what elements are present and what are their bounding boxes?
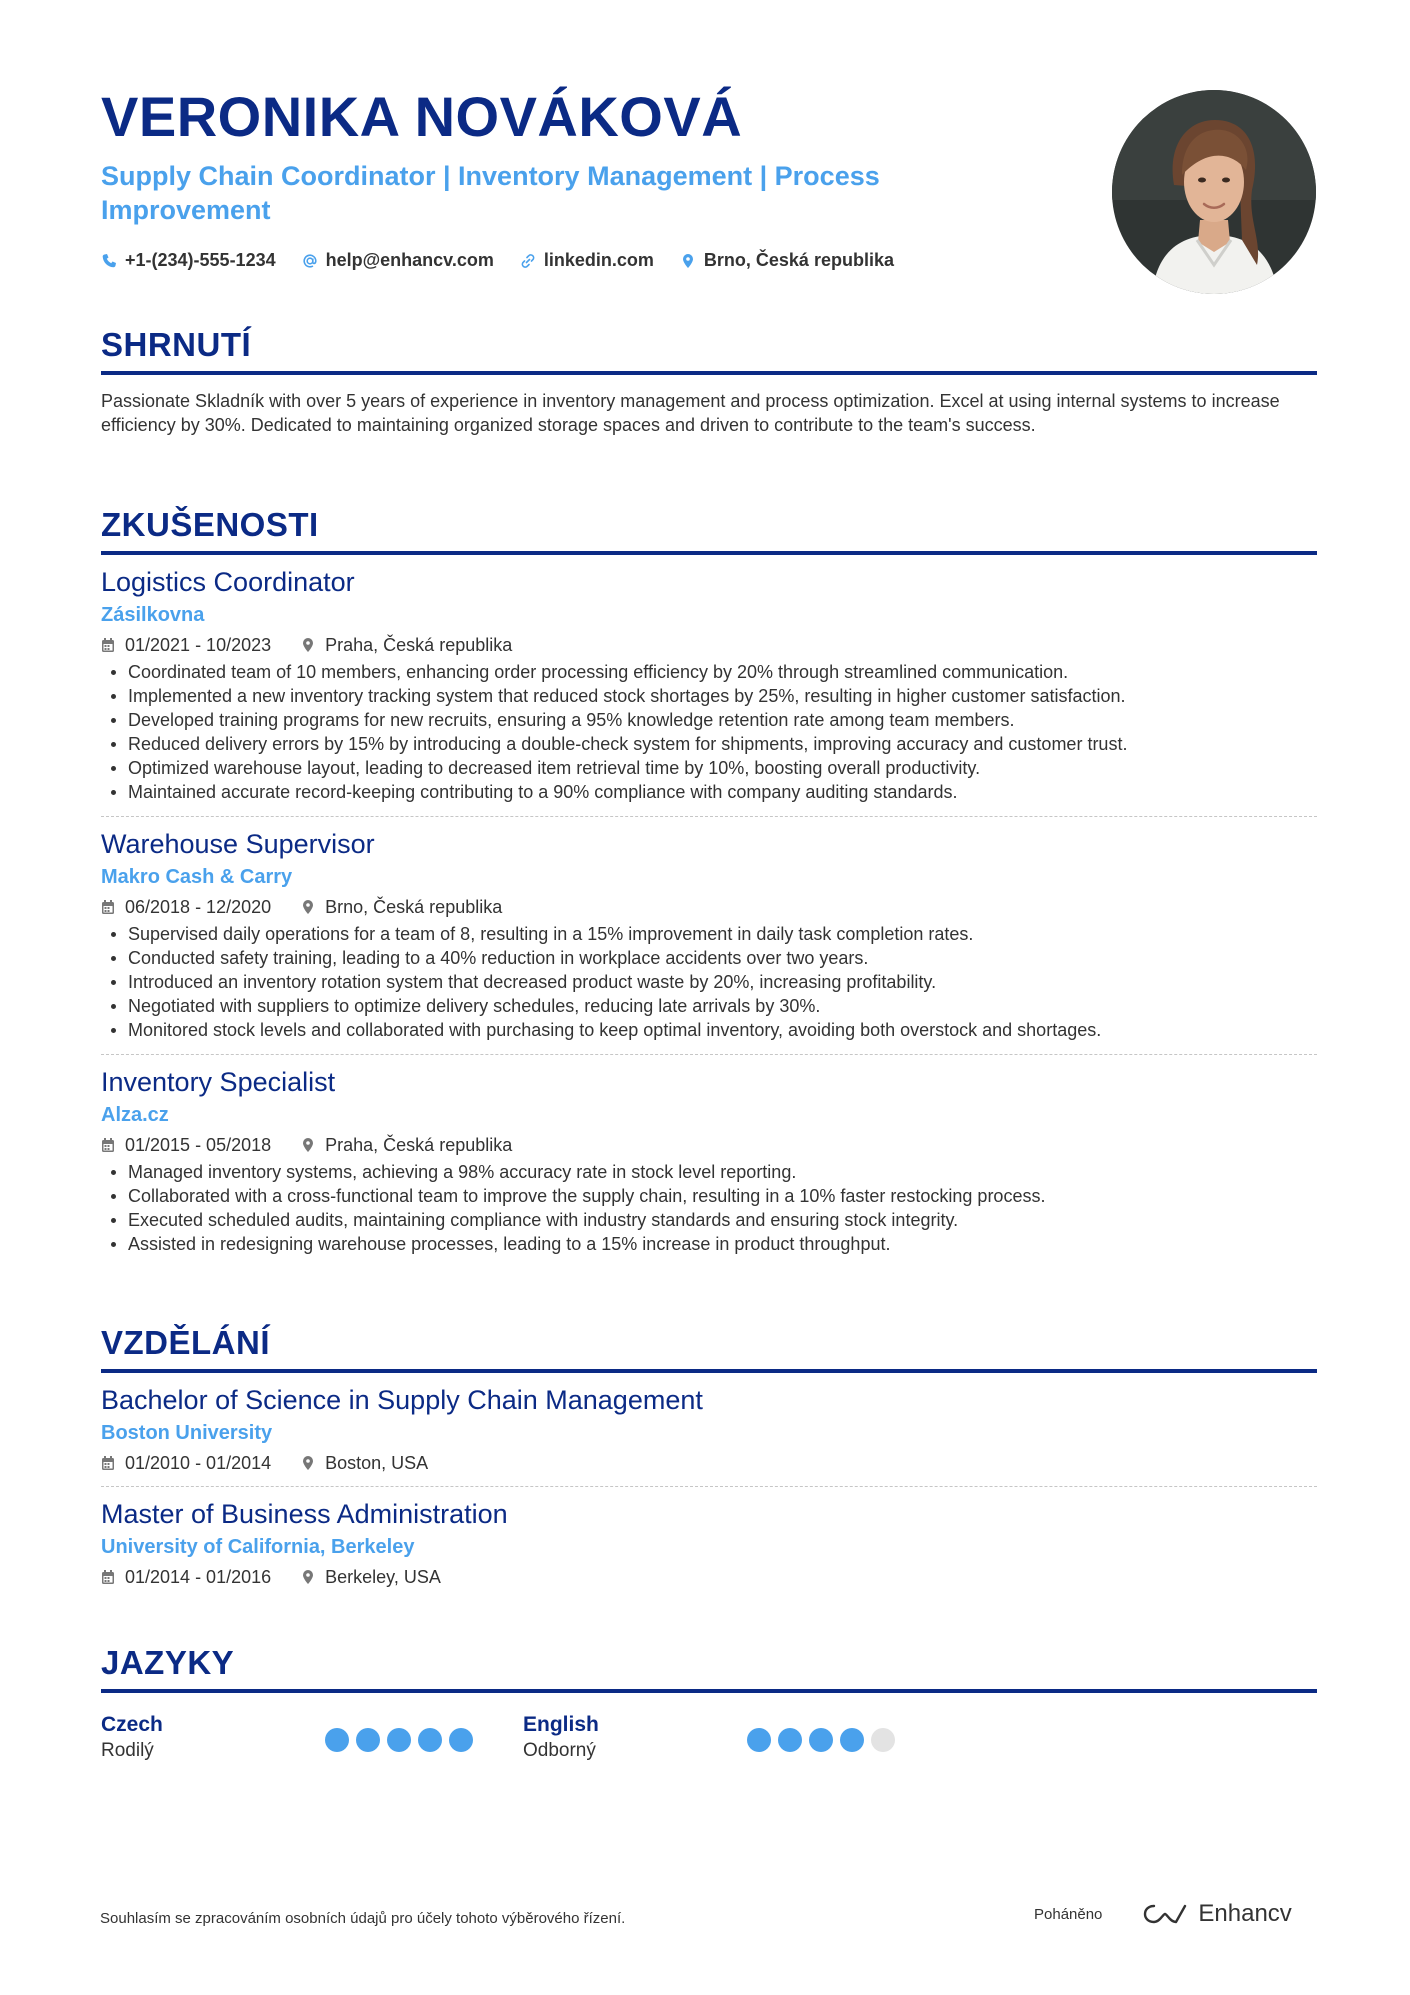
location-pin-icon [301, 1569, 315, 1585]
section-title-languages: JAZYKY [101, 1644, 235, 1681]
language-text [523, 1713, 747, 1763]
education-location [301, 1452, 428, 1474]
achievement-list [101, 922, 1317, 1042]
link-icon [520, 253, 536, 269]
candidate-tagline: Supply Chain Coordinator | Inventory Management | Process Improvement [101, 161, 880, 225]
avatar-portrait [1112, 90, 1316, 294]
section-title-education: VZDĚLÁNÍ [101, 1324, 270, 1361]
calendar-icon [101, 1137, 115, 1153]
location-pin-icon [301, 637, 315, 653]
summary-section [101, 325, 1317, 437]
education-section [101, 1323, 1317, 1588]
language-level: Rodilý [101, 1740, 154, 1761]
achievement-item: Managed inventory systems, achieving a 98% accuracy rate in stock level reporting. [101, 1160, 1317, 1184]
calendar-icon [101, 1455, 115, 1471]
achievement-list [101, 660, 1317, 804]
job-location [301, 1134, 512, 1156]
language-item [523, 1713, 945, 1763]
phone-text: +1-(234)-555-1234 [125, 250, 276, 270]
company-name: Makro Cash & Carry [101, 866, 293, 888]
location-text: Praha, Česká republika [325, 1135, 513, 1155]
proficiency-dot-empty [871, 1728, 895, 1752]
proficiency-dot-filled [778, 1728, 802, 1752]
location-text: Brno, Česká republika [325, 897, 503, 917]
education-dates [101, 1452, 271, 1474]
at-icon [302, 253, 318, 269]
achievement-item: Monitored stock levels and collaborated with purchasing to keep optimal inventory, avoiding both overstock and shortages. [101, 1018, 1317, 1042]
dates-text: 01/2021 - 10/2023 [125, 635, 272, 655]
linkedin-text: linkedin.com [543, 250, 654, 270]
achievement-item: Maintained accurate record-keeping contributing to a 90% compliance with company auditing standards. [101, 780, 1317, 804]
achievement-item: Collaborated with a cross-functional team to improve the supply chain, resulting in a 10% faster restocking process. [101, 1184, 1317, 1208]
education-meta [101, 1452, 1317, 1474]
powered-by-label: Poháněno [1034, 1905, 1103, 1923]
degree-title: Master of Business Administration [101, 1499, 508, 1529]
language-item [101, 1713, 523, 1763]
contact-location [680, 250, 894, 271]
achievement-item: Coordinated team of 10 members, enhancing order processing efficiency by 20% through streamlined communication. [101, 660, 1317, 684]
achievement-item: Reduced delivery errors by 15% by introducing a double-check system for shipments, improving accuracy and customer trust. [101, 732, 1317, 756]
profile-photo [1112, 90, 1316, 294]
contact-phone[interactable] [101, 250, 276, 271]
job-title: Logistics Coordinator [101, 567, 355, 597]
job-dates [101, 896, 271, 918]
header [101, 85, 961, 271]
achievement-list [101, 1160, 1317, 1256]
job-location [301, 634, 512, 656]
proficiency-dot-filled [809, 1728, 833, 1752]
achievement-item: Assisted in redesigning warehouse processes, leading to a 15% increase in product throughput. [101, 1232, 1317, 1256]
dates-text: 01/2014 - 01/2016 [125, 1567, 272, 1587]
dates-text: 06/2018 - 12/2020 [125, 897, 272, 917]
job-meta [101, 634, 1317, 656]
dates-text: 01/2015 - 05/2018 [125, 1135, 272, 1155]
location-text: Boston, USA [325, 1453, 429, 1473]
section-divider [101, 1689, 1317, 1693]
email-text: help@enhancv.com [325, 250, 494, 270]
experience-entry [101, 1055, 1317, 1256]
section-title-summary: SHRNUTÍ [101, 326, 252, 363]
school-name: University of California, Berkeley [101, 1536, 415, 1558]
contact-row [101, 250, 961, 271]
location-pin-icon [301, 1137, 315, 1153]
experience-entry [101, 555, 1317, 817]
achievement-item: Supervised daily operations for a team of 8, resulting in a 15% improvement in daily task completion rates. [101, 922, 1317, 946]
calendar-icon [101, 637, 115, 653]
degree-title: Bachelor of Science in Supply Chain Management [101, 1385, 703, 1415]
proficiency-dot-filled [449, 1728, 473, 1752]
achievement-item: Introduced an inventory rotation system that decreased product waste by 20%, increasing profitability. [101, 970, 1317, 994]
job-meta [101, 1134, 1317, 1156]
proficiency-dot-filled [387, 1728, 411, 1752]
calendar-icon [101, 1569, 115, 1585]
proficiency-dots [747, 1728, 895, 1763]
consent-text: Souhlasím se zpracováním osobních údajů pro účely tohoto výběrového řízení. [100, 1910, 626, 1927]
language-list [101, 1713, 1317, 1763]
enhancv-logo[interactable] [1142, 1900, 1291, 1928]
phone-icon [101, 253, 117, 269]
language-name: Czech [101, 1713, 163, 1736]
location-text: Brno, Česká republika [703, 250, 894, 270]
job-dates [101, 634, 271, 656]
section-divider [101, 371, 1317, 375]
location-text: Praha, Česká republika [325, 635, 513, 655]
proficiency-dot-filled [747, 1728, 771, 1752]
footer-branding [1034, 1900, 1292, 1928]
language-name: English [523, 1713, 599, 1736]
language-level: Odborný [523, 1740, 596, 1761]
education-dates [101, 1566, 271, 1588]
location-pin-icon [301, 1455, 315, 1471]
dates-text: 01/2010 - 01/2014 [125, 1453, 272, 1473]
job-meta [101, 896, 1317, 918]
contact-linkedin[interactable] [520, 250, 654, 271]
proficiency-dot-filled [418, 1728, 442, 1752]
experience-entry [101, 817, 1317, 1055]
education-meta [101, 1566, 1317, 1588]
summary-text: Passionate Skladník with over 5 years of experience in inventory management and process optimization. Excel at using internal systems to increase efficiency by 30%. Dedicated to maintaining organized storage spaces and driven to contribute to the team's success. [101, 391, 1280, 435]
proficiency-dot-filled [325, 1728, 349, 1752]
calendar-icon [101, 899, 115, 915]
language-text [101, 1713, 325, 1763]
company-name: Alza.cz [101, 1104, 169, 1126]
proficiency-dots [325, 1728, 473, 1763]
contact-email[interactable] [302, 250, 494, 271]
languages-section [101, 1643, 1317, 1763]
enhancv-logo-icon [1142, 1902, 1188, 1926]
proficiency-dot-filled [840, 1728, 864, 1752]
achievement-item: Implemented a new inventory tracking system that reduced stock shortages by 25%, resulting in higher customer satisfaction. [101, 684, 1317, 708]
school-name: Boston University [101, 1422, 273, 1444]
location-pin-icon [680, 253, 696, 269]
education-entry [101, 1487, 1317, 1588]
achievement-item: Executed scheduled audits, maintaining compliance with industry standards and ensuring stock integrity. [101, 1208, 1317, 1232]
achievement-item: Optimized warehouse layout, leading to decreased item retrieval time by 10%, boosting overall productivity. [101, 756, 1317, 780]
achievement-item: Developed training programs for new recruits, ensuring a 95% knowledge retention rate among team members. [101, 708, 1317, 732]
job-location [301, 896, 502, 918]
education-location [301, 1566, 441, 1588]
brand-name: Enhancv [1198, 1900, 1292, 1927]
job-dates [101, 1134, 271, 1156]
achievement-item: Negotiated with suppliers to optimize delivery schedules, reducing late arrivals by 30%. [101, 994, 1317, 1018]
job-title: Warehouse Supervisor [101, 829, 375, 859]
experience-section [101, 505, 1317, 1256]
job-title: Inventory Specialist [101, 1067, 336, 1097]
company-name: Zásilkovna [101, 604, 205, 626]
achievement-item: Conducted safety training, leading to a 40% reduction in workplace accidents over two years. [101, 946, 1317, 970]
proficiency-dot-filled [356, 1728, 380, 1752]
section-title-experience: ZKUŠENOSTI [101, 506, 319, 543]
candidate-name: VERONIKA NOVÁKOVÁ [101, 85, 743, 148]
location-text: Berkeley, USA [325, 1567, 441, 1587]
education-entry [101, 1373, 1317, 1487]
location-pin-icon [301, 899, 315, 915]
